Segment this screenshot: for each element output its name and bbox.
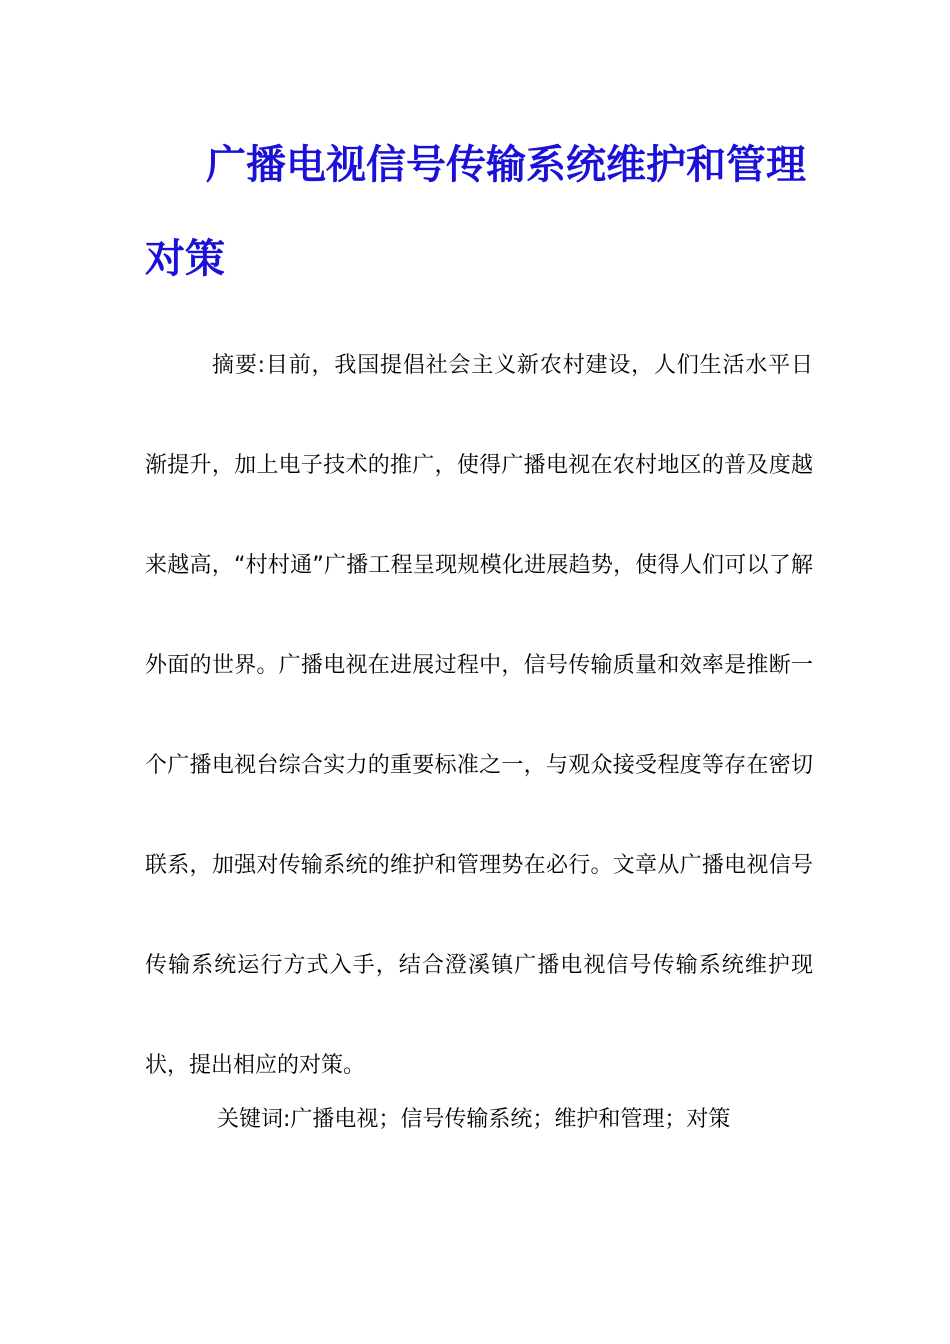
keywords-line: 关键词:广播电视；信号传输系统；维护和管理；对策 (217, 1107, 731, 1132)
abstract-paragraph: 摘要:目前，我国提倡社会主义新农村建设，人们生活水平日渐提升，加上电子技术的推广，使得广播电视在农村地区的普及度越来越高，“村村通”广播工程呈现规模化进展趋势，使得人们可以了解外面的世界。广播电视在进展过程中，信号传输质量和效率是推断一个广播电视台综合实力的重要标准之一，与观众接受程度等存在密切联系，加强对传输系统的维护和管理势在必行。文章从广播电视信号传输系统运行方式入手，结合澄溪镇广播电视信号传输系统维护现状，提出相应的对策。 (145, 353, 813, 1078)
document-title: 广播电视信号传输系统维护和管理对策 (145, 141, 806, 282)
